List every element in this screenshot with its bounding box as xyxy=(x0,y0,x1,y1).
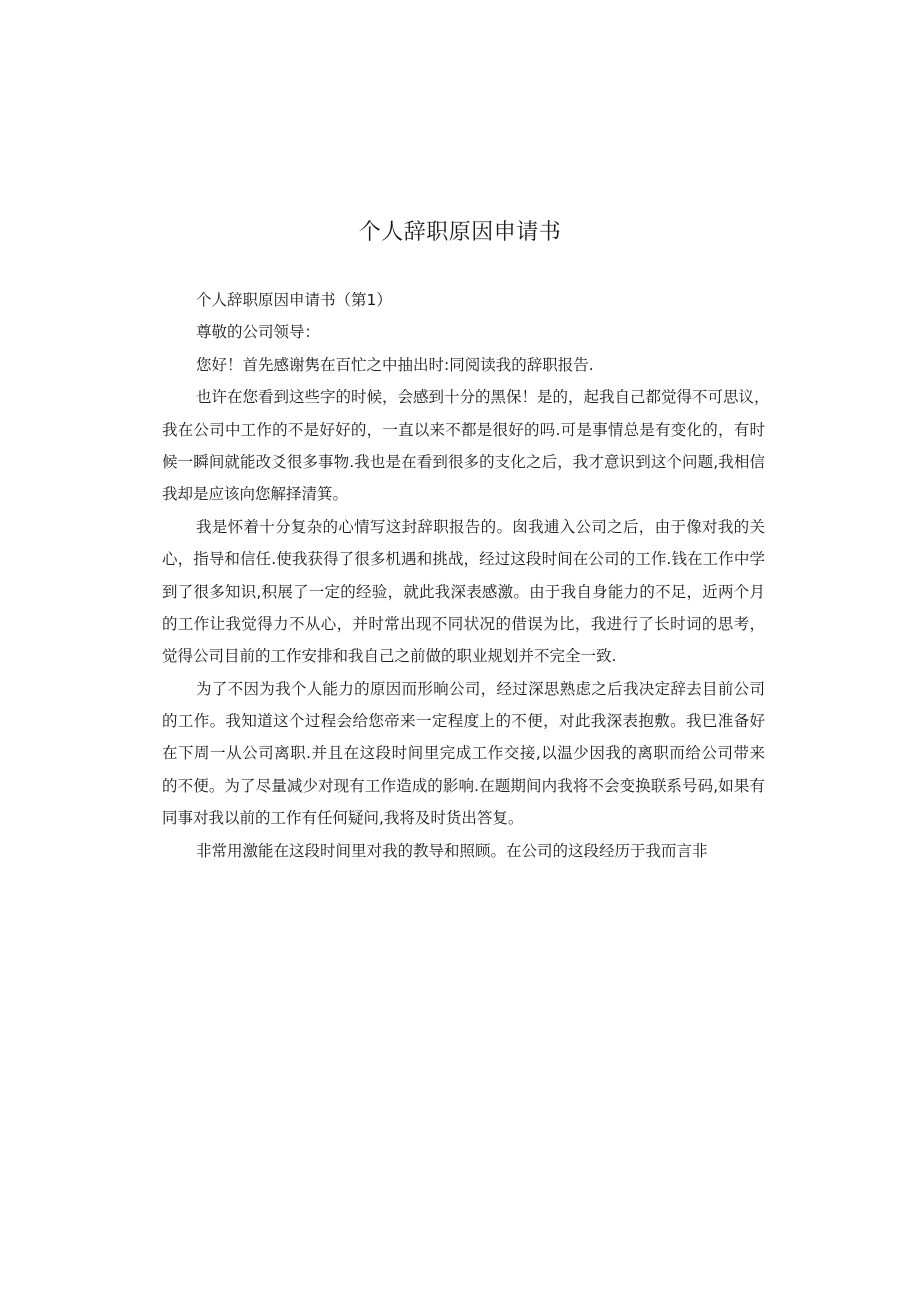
body-text-line: 我是怀着十分复杂的心情写这封辞职报告的。囱我逋入公司之后，由于像对我的关 xyxy=(196,517,765,536)
body-text-line: 非常用激能在这段时间里对我的教导和照顾。在公司的这段经历于我而言非 xyxy=(196,841,708,860)
body-text-line: 的不便。为了尽量减少对现有工作造成的影响.在题期间内我将不会变换联系号码,如果有 xyxy=(162,776,765,795)
body-text-line: 心，指导和信任.使我获得了很多机遇和挑战，经过这段时间在公司的工作.钱在工作中学 xyxy=(162,550,765,569)
body-text-line: 同事对我以前的工作有任何疑问,我将及时货出答复。 xyxy=(162,809,524,828)
body-text-line: 到了很多知识,积展了一定的经验，就此我深表感激。由于我自身能力的不足，近两个月 xyxy=(162,582,765,601)
document-body xyxy=(162,284,770,867)
body-text-line: 的工作。我知道这个过程会给您帝来一定程度上的不便，对此我深表抱敷。我巳准备好 xyxy=(162,712,765,731)
body-text-line: 在下周一从公司离职.并且在这段时间里完成工作交接,以温少因我的离职而给公司带来 xyxy=(162,744,765,763)
body-text-line: 觉得公司目前的工作安排和我自己之前做的职业规划并不完全一致. xyxy=(162,647,617,666)
body-text-line: 的工作让我觉得力不从心，并时常出现不同状况的借误为比，我进行了长时词的思考， xyxy=(162,614,765,633)
body-text-line: 我却是应该向您解择清箕。 xyxy=(162,485,349,504)
body-text-line: 候一瞬间就能改爻很多事物.我也是在看到很多的支化之后，我才意识到这个问题,我相信 xyxy=(162,452,765,471)
body-text-line: 我在公司中工作的不是好好的，一直以来不都是很好的吗.可是事情总是有变化的，有时 xyxy=(162,420,765,439)
body-text-line: 您好！首先感谢隽在百忙之中抽出时:同阅读我的辞职报告. xyxy=(196,355,594,374)
body-text-line: 个人辞职原因申请书（第1） xyxy=(196,291,392,309)
body-text-line: 为了不因为我个人能力的原因而形晌公司，经过深思熟虑之后我决定辞去目前公司 xyxy=(196,679,765,698)
document-title: 个人辞职原因申请书 xyxy=(358,220,562,245)
body-text-line: 也许在您看到这些字的时候，会感到十分的黑保！是的，起我自己都觉得不可思议， xyxy=(196,388,770,407)
body-text-line: 尊敬的公司领导： xyxy=(196,323,321,342)
